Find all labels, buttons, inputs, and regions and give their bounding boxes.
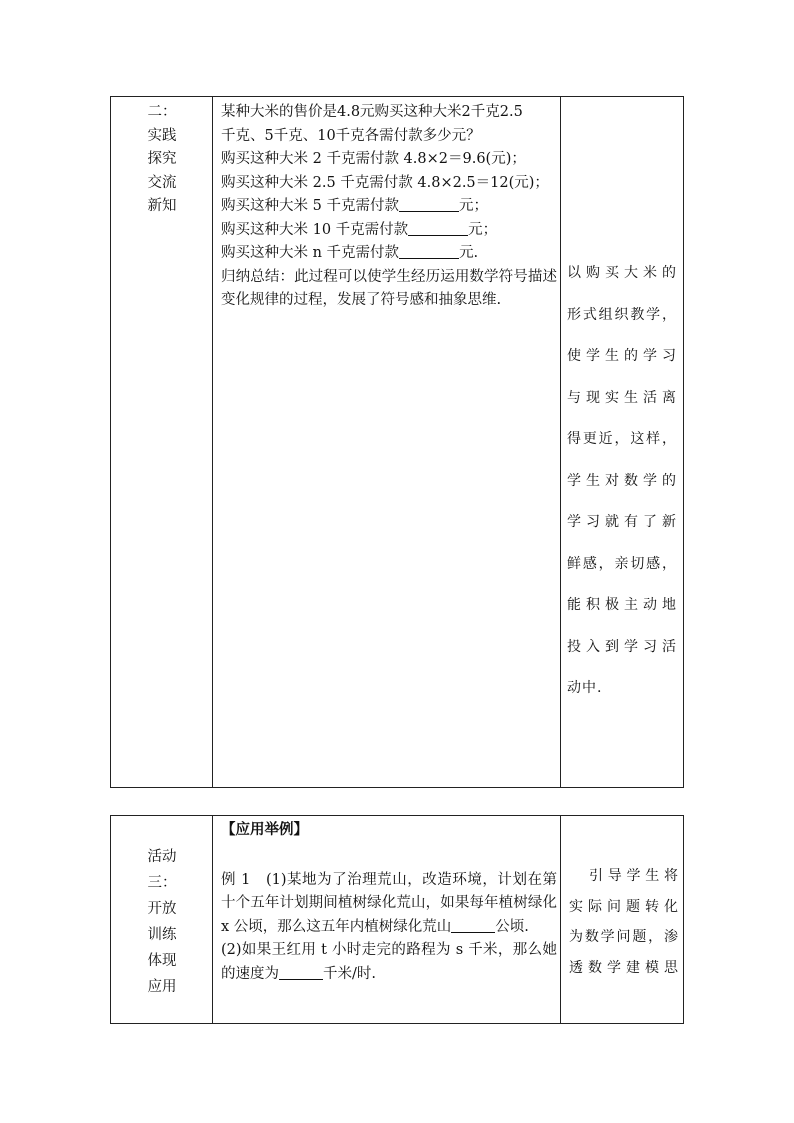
example-suffix: 公顷. bbox=[495, 918, 529, 935]
question-line bbox=[221, 242, 557, 266]
content-column bbox=[213, 816, 561, 1023]
example-content bbox=[221, 818, 557, 986]
example-suffix: 千米/时. bbox=[323, 965, 376, 982]
design-note bbox=[569, 866, 679, 988]
note-line: 透数学建模思 bbox=[569, 959, 679, 976]
note-line: 鲜感，亲切感， bbox=[567, 555, 677, 572]
note-line: 动中. bbox=[567, 680, 603, 696]
calc-line: 购买这种大米 2.5 千克需付款 4.8×2.5＝12(元)； bbox=[221, 174, 549, 191]
question-text: 购买这种大米 5 千克需付款 bbox=[221, 198, 399, 214]
calc-line: 购买这种大米 2 千克需付款 4.8×2＝9.6(元)； bbox=[221, 151, 526, 167]
note-line: 得更近，这样， bbox=[567, 431, 677, 447]
stage-line: 体现 bbox=[147, 953, 177, 969]
stage-line: 二： bbox=[147, 104, 177, 120]
summary-text: 归纳总结：此过程可以使学生经历运用数学符号描述变化规律的过程，发展了符号感和抽象思维. bbox=[221, 268, 557, 308]
note-line: 引导学生将 bbox=[589, 868, 679, 884]
stage-line: 开放 bbox=[147, 901, 177, 917]
activity-content bbox=[221, 101, 557, 313]
lesson-table-1 bbox=[110, 96, 684, 788]
question-line bbox=[221, 195, 557, 219]
stage-line: 训练 bbox=[147, 927, 177, 943]
answer-blank bbox=[399, 197, 459, 212]
stage-label bbox=[111, 101, 213, 219]
stage-label bbox=[111, 844, 213, 1000]
answer-blank bbox=[399, 244, 459, 259]
problem-line: 千克、5千克、10千克各需付款多少元？ bbox=[221, 127, 481, 144]
stage-line: 应用 bbox=[147, 979, 177, 995]
stage-line: 活动 bbox=[147, 849, 177, 865]
answer-blank bbox=[408, 221, 468, 236]
example-1 bbox=[221, 869, 557, 940]
note-line: 投入到学习活 bbox=[567, 638, 677, 655]
note-column bbox=[561, 816, 683, 1023]
stage-column bbox=[111, 97, 213, 787]
example-2 bbox=[221, 939, 557, 986]
section-heading: 【应用举例】 bbox=[221, 821, 308, 838]
stage-line: 新知 bbox=[147, 198, 177, 214]
example-text: 例 1 (1)某地为了治理荒山，改造环境，计划在第十个五年计划期间植树绿化荒山，如果每年植树绿化 x 公顷，那么这五年内植树绿化荒山 bbox=[221, 871, 557, 935]
question-text: 购买这种大米 10 千克需付款 bbox=[221, 221, 409, 238]
content-column bbox=[213, 97, 561, 787]
note-line: 以购买大米的 bbox=[567, 265, 677, 281]
note-line: 使学生的学习 bbox=[567, 348, 677, 364]
stage-line: 交流 bbox=[147, 174, 177, 191]
stage-line: 三： bbox=[147, 875, 177, 891]
question-text: 购买这种大米 n 千克需付款 bbox=[221, 245, 400, 261]
note-line: 形式组织教学， bbox=[567, 306, 677, 323]
design-note bbox=[567, 263, 677, 720]
note-column bbox=[561, 97, 683, 787]
note-line: 学习就有了新 bbox=[567, 514, 677, 530]
note-line: 为数学问题，渗 bbox=[569, 929, 679, 945]
answer-blank bbox=[279, 965, 323, 980]
note-line: 能积极主动地 bbox=[567, 597, 677, 613]
question-suffix: 元； bbox=[468, 221, 498, 238]
note-line: 学生对数学的 bbox=[567, 472, 677, 489]
question-line bbox=[221, 219, 557, 243]
example-text: (2)如果王红用 t 小时走完的路程为 s 千米，那么她的速度为 bbox=[221, 942, 557, 982]
lesson-table-2 bbox=[110, 815, 684, 1024]
answer-blank bbox=[451, 918, 495, 933]
note-line: 实际问题转化 bbox=[569, 898, 679, 915]
stage-line: 探究 bbox=[147, 151, 177, 167]
question-suffix: 元. bbox=[459, 245, 479, 261]
stage-column bbox=[111, 816, 213, 1023]
note-line: 与现实生活离 bbox=[567, 389, 677, 406]
stage-line: 实践 bbox=[147, 127, 177, 144]
problem-line: 某种大米的售价是4.8元购买这种大米2千克2.5 bbox=[221, 104, 523, 120]
question-suffix: 元； bbox=[458, 198, 488, 214]
